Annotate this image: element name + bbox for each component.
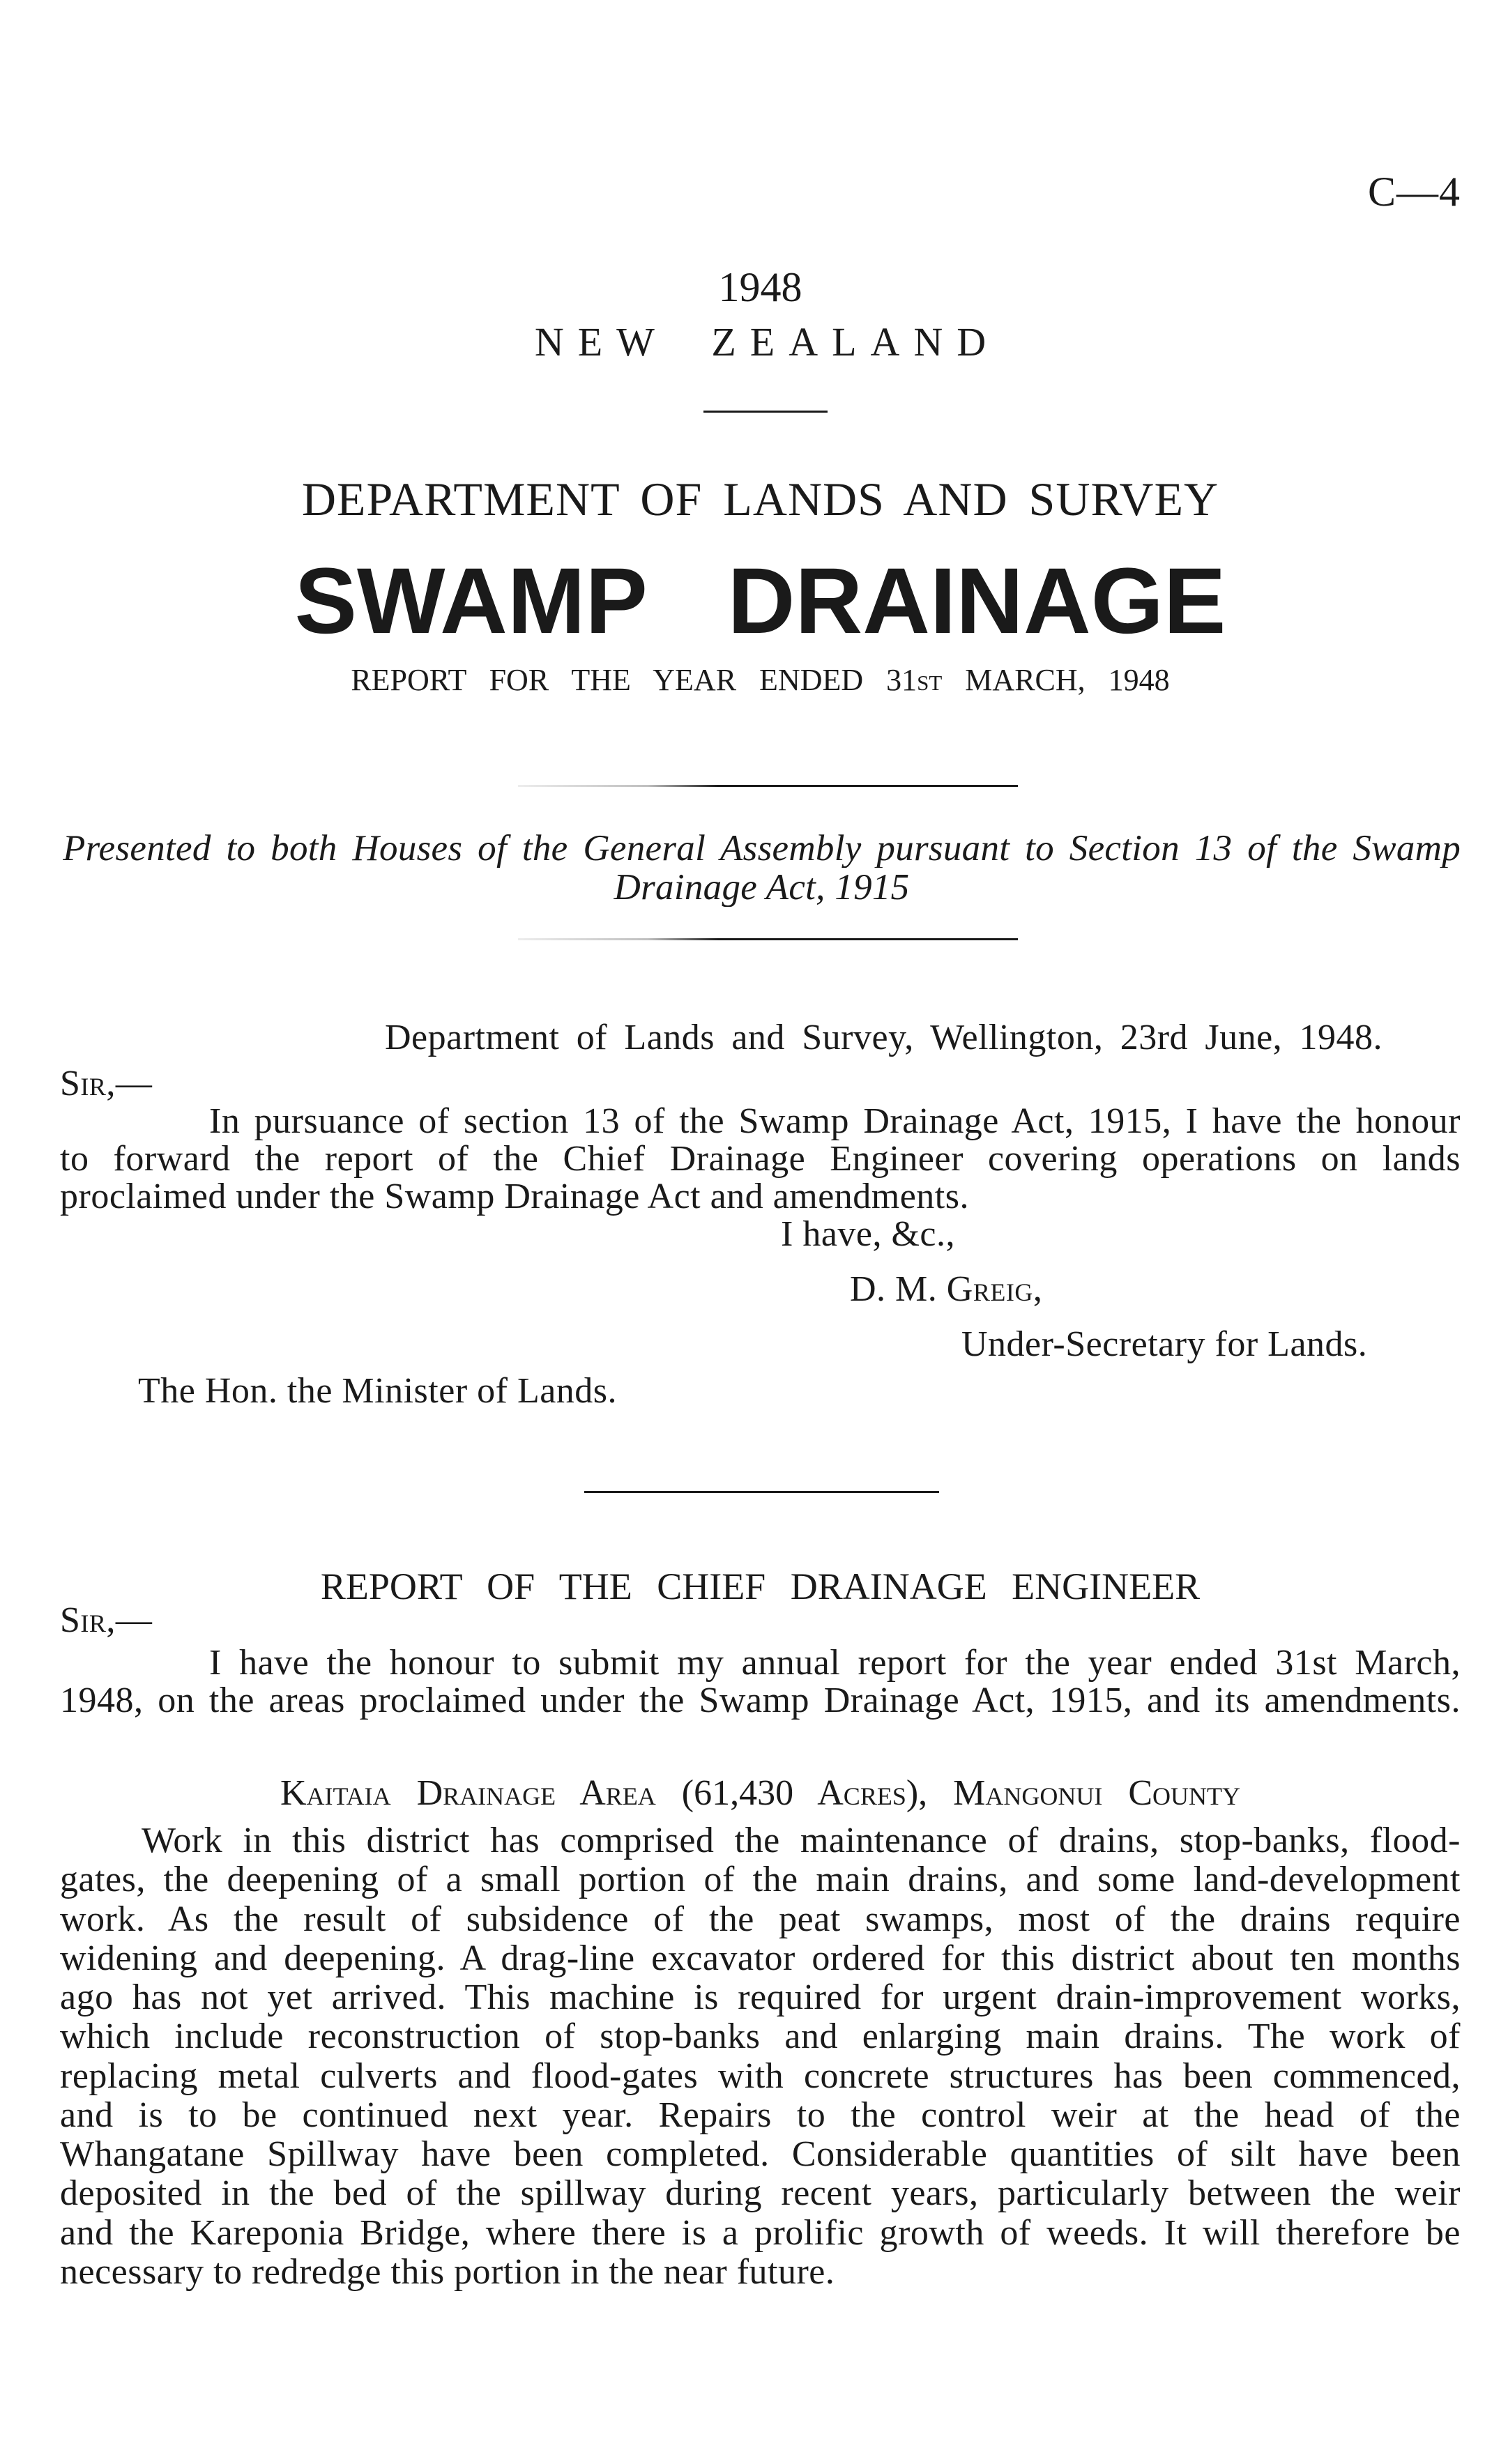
report-heading: REPORT OF THE CHIEF DRAINAGE ENGINEER xyxy=(320,1566,1201,1607)
intro-line: 1948, on the areas proclaimed under the Swamp Drainage Act, 1915, and its amendments. xyxy=(60,1682,1461,1720)
salutation: Sir,— xyxy=(60,1600,153,1640)
letter-line: to forward the report of the Chief Drainage Engineer covering operations on lands xyxy=(60,1140,1461,1178)
presentation-line: Presented to both Houses of the General Assembly pursuant to Section 13 of the Swamp xyxy=(63,829,1461,868)
section-line: ago has not yet arrived. This machine is required for urgent drain-improvement works, xyxy=(60,1978,1461,2018)
divider-rule xyxy=(518,938,1018,940)
letter-body xyxy=(60,1103,1461,1216)
divider-rule xyxy=(703,411,828,413)
signatory-name: D. M. Greig, xyxy=(850,1269,1043,1309)
section-line: widening and deepening. A drag-line excavator ordered for this district about ten months xyxy=(60,1938,1461,1978)
report-subtitle: REPORT FOR THE YEAR ENDED 31st MARCH, 1948 xyxy=(351,663,1170,697)
signatory-title: Under-Secretary for Lands. xyxy=(961,1324,1368,1364)
addressee: The Hon. the Minister of Lands. xyxy=(138,1371,618,1411)
letter-line: In pursuance of section 13 of the Swamp Drainage Act, 1915, I have the honour xyxy=(209,1103,1461,1140)
section-line: replacing metal culverts and flood-gates with concrete structures has been commenced, xyxy=(60,2056,1461,2096)
section-line: Whangatane Spillway have been completed. Considerable quantities of silt have been xyxy=(60,2135,1461,2175)
section-line: and is to be continued next year. Repairs to the control weir at the head of the xyxy=(60,2095,1461,2135)
closing-line: I have, &c., xyxy=(781,1214,956,1254)
report-title: SWAMP DRAINAGE xyxy=(294,549,1226,653)
section-body xyxy=(60,1821,1461,2292)
presentation-note xyxy=(63,829,1461,907)
dateline: Department of Lands and Survey, Wellington, 23rd June, 1948. xyxy=(385,1019,1383,1057)
presentation-line: Drainage Act, 1915 xyxy=(614,868,910,907)
intro-line: I have the honour to submit my annual report for the year ended 31st March, xyxy=(209,1644,1461,1682)
section-heading: Kaitaia Drainage Area (61,430 Acres), Mangonui County xyxy=(280,1773,1241,1813)
section-line: gates, the deepening of a small portion of the main drains, and some land-development xyxy=(60,1860,1461,1900)
letter-line: proclaimed under the Swamp Drainage Act and amendments. xyxy=(60,1178,969,1216)
divider-rule xyxy=(518,785,1018,787)
year-heading: 1948 xyxy=(718,264,802,310)
section-line: which include reconstruction of stop-banks and enlarging main drains. The work of xyxy=(60,2017,1461,2057)
section-line: and the Kareponia Bridge, where there is a prolific growth of weeds. It will therefore be xyxy=(60,2213,1461,2253)
section-line: Work in this district has comprised the maintenance of drains, stop-banks, flood- xyxy=(142,1821,1461,1860)
divider-rule xyxy=(584,1491,939,1493)
section-line: deposited in the bed of the spillway during recent years, particularly between the weir xyxy=(60,2174,1461,2214)
report-intro xyxy=(60,1644,1461,1720)
section-line: work. As the result of subsidence of the peat swamps, most of the drains require xyxy=(60,1899,1461,1939)
country-heading: NEW ZEALAND xyxy=(534,319,1000,365)
section-line: necessary to redredge this portion in the near future. xyxy=(60,2252,835,2292)
salutation: Sir,— xyxy=(60,1064,153,1103)
page-number: C—4 xyxy=(1367,169,1461,215)
department-heading: DEPARTMENT OF LANDS AND SURVEY xyxy=(301,473,1219,526)
